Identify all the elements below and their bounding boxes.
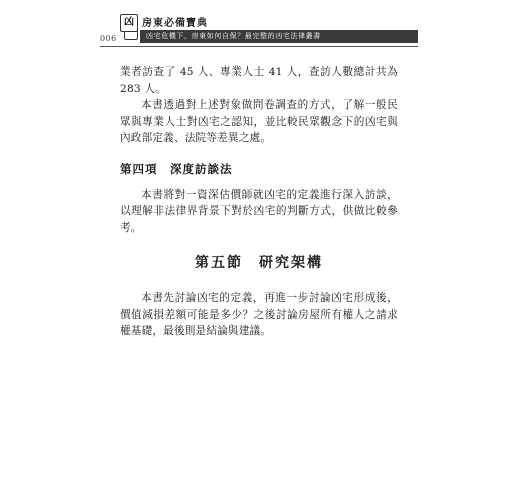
book-logo-icon: 凶 (120, 14, 138, 32)
book-title: 房東必備寶典 (142, 18, 208, 29)
section-heading-framework: 第五節 研究架構 (195, 255, 323, 271)
paragraph-framework: 本書先討論凶宅的定義，再進一步討論凶宅形成後，價值減損差額可能是多少？之後討論房屋所有權人之請求權基礎，最後則是結論與建議。 (120, 292, 398, 337)
header-rule (100, 46, 418, 47)
book-subtitle-bar: 凶宅危機下，房東如何自保？最完整的凶宅法律叢書 (140, 30, 418, 43)
page-body (120, 64, 398, 340)
paragraph-interview: 本書將對一資深估價師就凶宅的定義進行深入訪談，以理解非法律界背景下對於凶宅的判斷方式，供做比較參考。 (120, 188, 398, 234)
running-header (0, 0, 520, 56)
page-number: 006 (100, 34, 117, 43)
item-heading-interview: 第四項 深度訪談法 (120, 161, 233, 176)
paragraph-questionnaire: 本書透過對上述對象做問卷調查的方式，了解一般民眾與專業人士對凶宅之認知，並比較民眾觀念下的凶宅與內政部定義、法院等差異之處。 (120, 99, 398, 144)
paragraph-survey-count: 業者訪查了 45 人、專業人士 41 人，查訪人數總計共為 283 人。 (120, 66, 398, 95)
